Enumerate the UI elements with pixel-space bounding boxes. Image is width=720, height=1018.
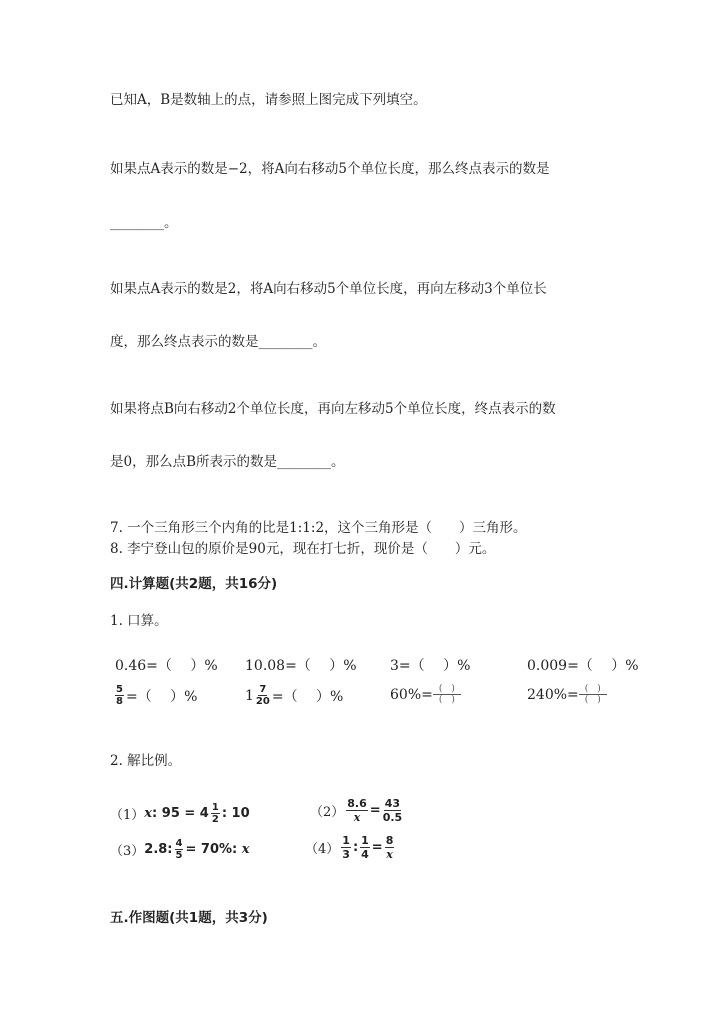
denominator: 0.5 (382, 811, 403, 824)
oral-item-8 (527, 684, 607, 705)
percent-label: 240%= (527, 686, 579, 703)
q3-line1: 如果将点B向右移动2个单位长度，再向左移动5个单位长度，终点表示的数 (110, 401, 556, 417)
variable: x (241, 842, 250, 857)
blank: =（ ）% (271, 688, 344, 705)
oral-item-5 (113, 684, 197, 707)
equation-1 (110, 802, 250, 825)
numerator: 8.6 (347, 797, 367, 810)
equation-3 (110, 838, 250, 861)
section-5-heading: 五.作图题(共1题，共3分) (110, 910, 268, 926)
blank-denominator: ( ) (438, 695, 455, 705)
denominator: x (386, 848, 393, 861)
question-8: 8. 李宁登山包的原价是90元，现在打七折，现价是（ ）元。 (110, 541, 496, 557)
label: （3） (110, 844, 145, 859)
numerator: 7 (259, 684, 267, 695)
numerator: 4 (175, 838, 183, 849)
denominator: 8 (116, 696, 123, 707)
colon: : (352, 840, 359, 855)
numerator: 5 (116, 684, 123, 695)
oral-item-1: 0.46=（ ）% (115, 658, 218, 674)
equation-4 (305, 834, 396, 861)
denominator: 4 (361, 848, 369, 861)
blank-denominator: ( ) (584, 695, 601, 705)
equals: = (371, 840, 383, 855)
denominator: 2 (211, 814, 219, 825)
numerator: 8 (385, 834, 394, 847)
equation-2 (310, 797, 404, 824)
numerator: 1 (211, 802, 219, 813)
blank-numerator: ( ) (433, 684, 461, 695)
numerator: 1 (342, 834, 350, 847)
denominator: 3 (342, 848, 350, 861)
oral-item-7 (390, 684, 461, 705)
label: （2） (310, 805, 345, 820)
q3-line2: 是0，那么点B所表示的数是________。 (110, 454, 345, 470)
blank-numerator: ( ) (579, 684, 607, 695)
oral-item-3: 3=（ ）% (390, 658, 471, 674)
q1-line1: 如果点A表示的数是−2，将A向右移动5个单位长度，那么终点表示的数是 (110, 161, 550, 177)
label: （4） (305, 842, 340, 857)
variable: x (144, 806, 153, 821)
numerator: 43 (384, 797, 401, 810)
expr: = 70%: (185, 842, 238, 857)
percent-label: 60%= (390, 686, 433, 703)
expr: 2.8: (144, 842, 173, 857)
label: （1） (110, 808, 145, 823)
expr: : 95 = 4 (152, 806, 209, 821)
q2-line2: 度，那么终点表示的数是________。 (110, 334, 326, 350)
q2-line1: 如果点A表示的数是2，将A向右移动5个单位长度，再向左移动3个单位长 (110, 281, 547, 297)
oral-item-6 (245, 684, 343, 707)
expr: : 10 (221, 806, 250, 821)
equals: = (369, 803, 381, 818)
whole-part: 1 (245, 687, 254, 704)
section-4-heading: 四.计算题(共2题，共16分) (110, 576, 278, 592)
intro-text: 已知A，B是数轴上的点，请参照上图完成下列填空。 (110, 92, 427, 108)
denominator: 20 (255, 696, 270, 707)
denominator: x (353, 811, 361, 824)
question-7: 7. 一个三角形三个内角的比是1:1:2，这个三角形是（ ）三角形。 (110, 520, 527, 536)
oral-item-2: 10.08=（ ）% (245, 658, 357, 674)
denominator: 5 (175, 850, 183, 861)
q1-line2: ________。 (110, 215, 178, 231)
oral-item-4: 0.009=（ ）% (527, 658, 639, 674)
calc2-title: 2. 解比例。 (110, 753, 182, 769)
numerator: 1 (361, 834, 369, 847)
calc1-title: 1. 口算。 (110, 613, 168, 629)
blank: =（ ）% (125, 688, 198, 705)
